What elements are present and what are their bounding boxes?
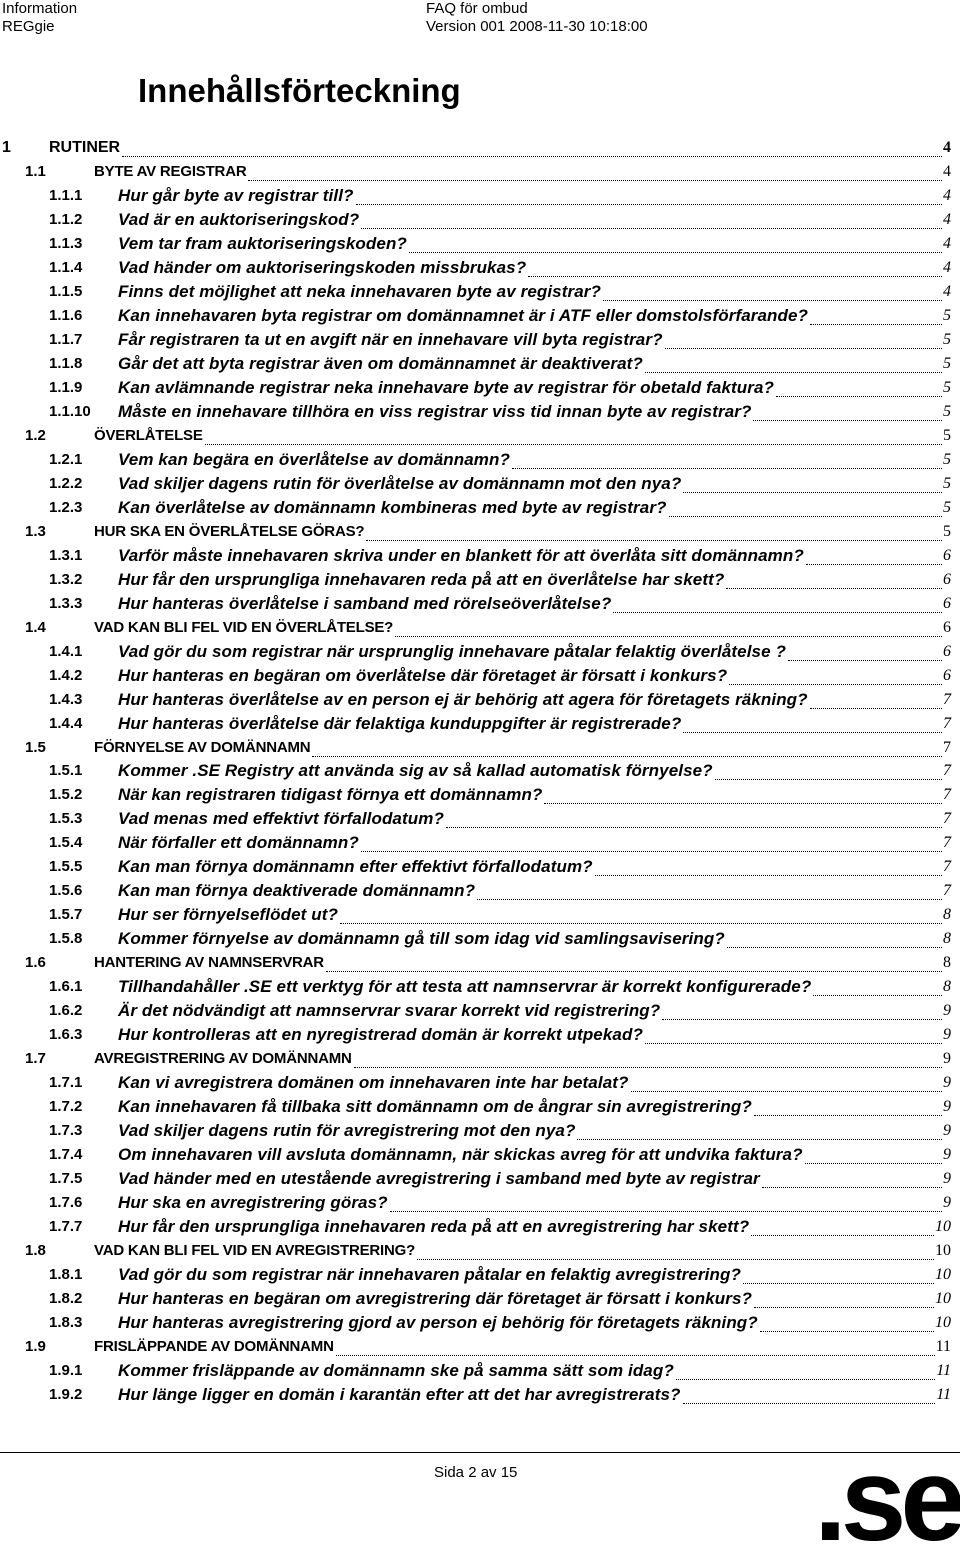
toc-entry-leader xyxy=(528,260,942,277)
toc-entry-leader xyxy=(326,955,942,972)
toc-entry-leader xyxy=(312,740,942,757)
toc-entry[interactable] xyxy=(0,1168,960,1190)
toc-entry-title: Hur får den ursprungliga innehavaren reda på att en överlåtelse har skett? xyxy=(118,569,725,589)
toc-entry-leader xyxy=(354,1051,942,1068)
toc-entry-title: Tillhandahåller .SE ett verktyg för att testa att namnservrar är korrekt konfigurerade? xyxy=(118,977,812,997)
toc-entry-number: 1.1 xyxy=(25,162,46,180)
toc-entry-leader xyxy=(754,1099,942,1116)
toc-entry-number: 1.1.9 xyxy=(49,378,83,396)
toc-entry-page: 5 xyxy=(943,354,951,372)
toc-entry-page: 11 xyxy=(936,1361,951,1379)
toc-entry-title: Hur kontrolleras att en nyregistrerad domän är korrekt utpekad? xyxy=(118,1025,643,1045)
toc-entry-number: 1.3.2 xyxy=(49,570,83,588)
toc-entry-leader xyxy=(603,284,942,301)
toc-entry-title: Kan innehavaren byta registrar om domännamnet är i ATF eller domstolsförfarande? xyxy=(118,305,809,325)
toc-entry-number: 1.1.1 xyxy=(49,186,83,204)
toc-entry-title: Vem kan begära en överlåtelse av domännamn? xyxy=(118,449,510,469)
toc-entry-page: 10 xyxy=(935,1314,951,1332)
toc-entry-leader xyxy=(356,188,942,205)
toc-entry-leader xyxy=(409,236,942,253)
toc-entry-leader xyxy=(361,212,942,229)
toc-entry-title: HUR SKA EN ÖVERLÅTELSE GÖRAS? xyxy=(94,522,365,540)
toc-entry-number: 1.1.3 xyxy=(49,234,83,252)
toc-entry-page: 6 xyxy=(943,618,951,636)
toc-entry-leader xyxy=(645,356,942,373)
toc-entry-number: 1.4.2 xyxy=(49,666,83,684)
toc-entry-page: 6 xyxy=(943,666,951,684)
toc-entry-title: Hur länge ligger en domän i karantän efter att det har avregistrerats? xyxy=(118,1384,681,1404)
toc-entry-leader xyxy=(762,1171,942,1188)
toc-entry-page: 4 xyxy=(943,210,951,228)
toc-entry[interactable] xyxy=(0,1216,960,1238)
toc-entry-leader xyxy=(726,572,942,589)
header-document-title: FAQ för ombud xyxy=(426,0,528,17)
toc-entry-number: 1.2.3 xyxy=(49,498,83,516)
toc-entry-number: 1.1.10 xyxy=(49,402,91,420)
header-department: Information xyxy=(2,0,78,17)
toc-entry-number: 1.5.5 xyxy=(49,858,83,876)
toc-entry-title: Hur hanteras överlåtelse där felaktiga kunduppgifter är registrerade? xyxy=(118,713,682,733)
se-logo-text: .se xyxy=(813,1440,960,1545)
toc-entry[interactable] xyxy=(0,689,960,711)
toc-entry-title: Kommer .SE Registry att använda sig av så kallad automatisk förnyelse? xyxy=(118,761,713,781)
toc-entry-leader xyxy=(366,524,942,541)
toc-entry-leader xyxy=(665,332,942,349)
toc-entry-title: VAD KAN BLI FEL VID EN ÖVERLÅTELSE? xyxy=(94,618,394,636)
toc-entry-number: 1.7.7 xyxy=(49,1218,83,1236)
toc-entry-number: 1.7.6 xyxy=(49,1194,83,1212)
toc-entry-page: 7 xyxy=(943,714,951,732)
toc-entry-leader xyxy=(669,500,942,517)
toc-entry-leader xyxy=(715,763,942,780)
toc-entry-number: 1.5 xyxy=(25,738,46,756)
toc-entry-title: Hur hanteras överlåtelse i samband med rörelseöverlåtelse? xyxy=(118,593,612,613)
toc-entry-title: Måste en innehavare tillhöra en viss registrar viss tid innan byte av registrar? xyxy=(118,401,752,421)
toc-entry-number: 1.4.3 xyxy=(49,690,83,708)
toc-entry-title: När kan registraren tidigast förnya ett domännamn? xyxy=(118,785,543,805)
toc-entry-title: Går det att byta registrar även om domännamnet är deaktiverat? xyxy=(118,353,643,373)
toc-entry-title: BYTE AV REGISTRAR xyxy=(94,162,247,180)
toc-entry[interactable] xyxy=(0,1192,960,1214)
toc-entry-number: 1.1.4 xyxy=(49,258,83,276)
toc-entry-number: 1.5.3 xyxy=(49,810,83,828)
toc-entry[interactable] xyxy=(0,1144,960,1166)
toc-entry-number: 1.1.6 xyxy=(49,306,83,324)
toc-entry-number: 1.1.2 xyxy=(49,210,83,228)
toc-entry[interactable] xyxy=(0,233,960,255)
toc-entry-number: 1.6 xyxy=(25,954,46,972)
toc-entry-page: 5 xyxy=(943,306,951,324)
toc-entry-page: 7 xyxy=(943,882,951,900)
toc-entry[interactable] xyxy=(0,784,960,806)
toc-entry-number: 1.8.3 xyxy=(49,1314,83,1332)
toc-entry-page: 5 xyxy=(943,426,951,444)
toc-entry-number: 1.2.2 xyxy=(49,474,83,492)
toc-entry-title: Får registraren ta ut en avgift när en innehavare vill byta registrar? xyxy=(118,329,663,349)
toc-entry[interactable] xyxy=(0,1312,960,1334)
toc-entry-page: 9 xyxy=(943,1002,951,1020)
toc-entry-leader xyxy=(683,476,942,493)
toc-entry-leader xyxy=(754,1291,934,1308)
toc-entry-leader xyxy=(613,596,942,613)
toc-entry-page: 5 xyxy=(943,474,951,492)
toc-entry[interactable] xyxy=(0,665,960,687)
toc-entry[interactable] xyxy=(0,1120,960,1142)
toc-entry[interactable] xyxy=(0,832,960,854)
toc-entry[interactable] xyxy=(0,569,960,591)
toc-entry-title: Varför måste innehavaren skriva under en blankett för att överlåta sitt domännamn? xyxy=(118,545,804,565)
toc-entry-leader xyxy=(806,548,942,565)
toc-entry[interactable] xyxy=(0,808,960,830)
toc-entry[interactable] xyxy=(0,737,960,759)
toc-entry-number: 1.7.2 xyxy=(49,1098,83,1116)
toc-entry-number: 1.1.7 xyxy=(49,330,83,348)
toc-entry[interactable] xyxy=(0,1048,960,1070)
toc-entry[interactable] xyxy=(0,329,960,351)
toc-entry-page: 5 xyxy=(943,378,951,396)
page-header xyxy=(0,0,960,44)
toc-entry-leader xyxy=(544,787,942,804)
toc-entry[interactable] xyxy=(0,305,960,327)
toc-entry[interactable] xyxy=(0,880,960,902)
toc-entry-page: 8 xyxy=(943,930,951,948)
page-number: Sida 2 av 15 xyxy=(434,1464,518,1481)
toc-entry-page: 6 xyxy=(943,642,951,660)
toc-entry-leader xyxy=(753,404,942,421)
toc-entry[interactable] xyxy=(0,1240,960,1262)
toc-entry-page: 4 xyxy=(943,162,951,180)
toc-entry-page: 9 xyxy=(943,1026,951,1044)
toc-entry-page: 7 xyxy=(943,810,951,828)
toc-entry-leader xyxy=(810,692,942,709)
toc-entry-page: 9 xyxy=(943,1194,951,1212)
toc-entry-number: 1.2 xyxy=(25,426,46,444)
toc-entry-title: Hur går byte av registrar till? xyxy=(118,185,354,205)
toc-entry-number: 1.9.2 xyxy=(49,1385,83,1403)
toc-entry-number: 1.5.7 xyxy=(49,906,83,924)
toc-entry-page: 7 xyxy=(943,834,951,852)
toc-entry-number: 1.7.5 xyxy=(49,1170,83,1188)
toc-entry[interactable] xyxy=(0,1360,960,1382)
toc-entry-leader xyxy=(645,1027,942,1044)
toc-entry[interactable] xyxy=(0,1336,960,1358)
toc-entry[interactable] xyxy=(0,161,960,183)
toc-entry[interactable] xyxy=(0,473,960,495)
toc-entry-leader xyxy=(662,1003,942,1020)
toc-entry-number: 1.7.4 xyxy=(49,1146,83,1164)
toc-entry-number: 1.7 xyxy=(25,1050,46,1068)
toc-entry-leader xyxy=(417,1243,934,1260)
toc-entry-title: RUTINER xyxy=(49,139,121,156)
toc-entry[interactable] xyxy=(0,760,960,782)
toc-entry-page: 11 xyxy=(935,1338,951,1355)
toc-entry-page: 4 xyxy=(943,186,951,204)
toc-entry-title: Vad skiljer dagens rutin för överlåtelse av domännamn mot den nya? xyxy=(118,473,682,493)
toc-entry[interactable] xyxy=(0,1288,960,1310)
toc-entry-title: Kan avlämnande registrar neka innehavare byte av registrar för obetald faktura? xyxy=(118,377,775,397)
toc-entry-leader xyxy=(205,428,942,445)
toc-entry[interactable] xyxy=(0,401,960,423)
toc-entry-page: 9 xyxy=(943,1098,951,1116)
toc-entry[interactable] xyxy=(0,209,960,231)
toc-entry[interactable] xyxy=(0,617,960,639)
toc-entry-page: 10 xyxy=(935,1290,951,1308)
toc-entry-number: 1.2.1 xyxy=(49,450,83,468)
toc-entry-number: 1.5.8 xyxy=(49,930,83,948)
toc-entry-leader xyxy=(340,907,942,924)
toc-entry-leader xyxy=(395,620,942,637)
toc-entry[interactable] xyxy=(0,952,960,974)
toc-entry-page: 4 xyxy=(943,282,951,300)
toc-entry-title: ÖVERLÅTELSE xyxy=(94,426,203,444)
toc-entry[interactable] xyxy=(0,904,960,926)
toc-entry[interactable] xyxy=(0,1384,960,1406)
toc-entry-title: Vad menas med effektivt förfallodatum? xyxy=(118,809,444,829)
toc-entry[interactable] xyxy=(0,497,960,519)
toc-entry-title: Kan vi avregistrera domänen om innehavaren inte har betalat? xyxy=(118,1073,629,1093)
toc-entry-number: 1.3.3 xyxy=(49,594,83,612)
toc-entry-number: 1.7.1 xyxy=(49,1074,83,1092)
toc-entry-page: 7 xyxy=(943,786,951,804)
toc-entry-leader xyxy=(390,1195,942,1212)
toc-entry-leader xyxy=(743,1267,934,1284)
toc-entry-title: FÖRNYELSE AV DOMÄNNAMN xyxy=(94,738,311,756)
toc-entry-title: Vad gör du som registrar när innehavaren påtalar en felaktig avregistrering? xyxy=(118,1265,741,1285)
toc-entry-title: Kommer frisläppande av domännamn ske på samma sätt som idag? xyxy=(118,1360,674,1380)
toc-entry-number: 1.5.2 xyxy=(49,786,83,804)
toc-entry-leader xyxy=(810,308,942,325)
toc-entry-number: 1.1.5 xyxy=(49,282,83,300)
toc-entry[interactable] xyxy=(0,856,960,878)
toc-entry-page: 6 xyxy=(943,594,951,612)
toc-entry-title: Kan man förnya domännamn efter effektivt förfallodatum? xyxy=(118,857,593,877)
toc-entry-title: AVREGISTRERING AV DOMÄNNAMN xyxy=(94,1050,352,1068)
toc-entry[interactable] xyxy=(0,928,960,950)
toc-entry-number: 1.1.8 xyxy=(49,354,83,372)
toc-entry-number: 1.3 xyxy=(25,522,46,540)
toc-entry-title: Vem tar fram auktoriseringskoden? xyxy=(118,233,407,253)
toc-entry-number: 1.5.1 xyxy=(49,762,83,780)
toc-entry-page: 8 xyxy=(943,954,951,972)
toc-entry-page: 7 xyxy=(943,858,951,876)
toc-entry-number: 1.8.2 xyxy=(49,1290,83,1308)
toc-entry[interactable] xyxy=(0,1072,960,1094)
toc-entry-number: 1.4.1 xyxy=(49,642,83,660)
toc-entry[interactable] xyxy=(0,545,960,567)
toc-entry-title: Hur hanteras en begäran om överlåtelse där företaget är försatt i konkurs? xyxy=(118,665,728,685)
toc-entry-page: 9 xyxy=(943,1074,951,1092)
toc-entry-page: 5 xyxy=(943,522,951,540)
toc-entry-page: 7 xyxy=(943,690,951,708)
toc-entry-leader xyxy=(813,979,942,996)
toc-entry-title: Vad händer om auktoriseringskoden missbrukas? xyxy=(118,257,527,277)
toc-entry-title: Finns det möjlighet att neka innehavaren byte av registrar? xyxy=(118,281,601,301)
toc-entry-leader xyxy=(577,1123,942,1140)
toc-entry-page: 5 xyxy=(943,498,951,516)
toc-entry-title: Vad skiljer dagens rutin för avregistrering mot den nya? xyxy=(118,1121,576,1141)
toc-entry-title: Hur hanteras överlåtelse av en person ej är behörig att agera för företagets räkning? xyxy=(118,689,808,709)
toc-entry-page: 10 xyxy=(935,1242,951,1260)
toc-entry-title: Kan innehavaren få tillbaka sitt domännamn om de ångrar sin avregistrering? xyxy=(118,1097,752,1117)
toc-entry-page: 7 xyxy=(943,738,951,756)
header-version: Version 001 2008-11-30 10:18:00 xyxy=(426,18,648,35)
toc-entry-leader xyxy=(248,164,942,181)
toc-entry-title: VAD KAN BLI FEL VID EN AVREGISTRERING? xyxy=(94,1242,416,1260)
toc-entry-title: Hur ska en avregistrering göras? xyxy=(118,1193,388,1213)
toc-entry-page: 9 xyxy=(943,1170,951,1188)
toc-entry-page: 10 xyxy=(935,1218,951,1236)
toc-entry-leader xyxy=(776,380,942,397)
toc-entry-page: 8 xyxy=(943,978,951,996)
toc-entry-leader xyxy=(512,452,942,469)
toc-entry-title: När förfaller ett domännamn? xyxy=(118,833,359,853)
toc-entry-title: Hur ser förnyelseflödet ut? xyxy=(118,905,338,925)
toc-entry-page: 5 xyxy=(943,402,951,420)
toc-entry-leader xyxy=(683,1387,936,1404)
header-project: REGgie xyxy=(2,18,55,35)
toc-entry-title: Om innehavaren vill avsluta domännamn, när skickas avreg för att undvika faktura? xyxy=(118,1145,803,1165)
toc-entry-page: 11 xyxy=(936,1385,951,1403)
toc-entry[interactable] xyxy=(0,521,960,543)
toc-entry-page: 9 xyxy=(943,1050,951,1068)
toc-entry-title: Hur får den ursprungliga innehavaren reda på att en avregistrering har skett? xyxy=(118,1217,750,1237)
toc-entry[interactable] xyxy=(0,593,960,615)
toc-entry-number: 1.6.3 xyxy=(49,1026,83,1044)
toc-entry-page: 5 xyxy=(943,330,951,348)
toc-entry-number: 1.8.1 xyxy=(49,1266,83,1284)
toc-entry-number: 1.6.1 xyxy=(49,978,83,996)
toc-entry[interactable] xyxy=(0,425,960,447)
toc-entry-leader xyxy=(805,1147,942,1164)
toc-entry-number: 1 xyxy=(2,139,11,156)
toc-entry-number: 1.3.1 xyxy=(49,546,83,564)
toc-entry-page: 8 xyxy=(943,906,951,924)
toc-entry-page: 7 xyxy=(943,762,951,780)
toc-entry[interactable] xyxy=(0,641,960,663)
toc-entry-title: Vad är en auktoriseringskod? xyxy=(118,209,360,229)
toc-entry-leader xyxy=(336,1339,935,1356)
toc-entry[interactable] xyxy=(0,1264,960,1286)
toc-entry[interactable] xyxy=(0,377,960,399)
toc-entry[interactable] xyxy=(0,1000,960,1022)
toc-entry-number: 1.8 xyxy=(25,1242,46,1260)
toc-entry[interactable] xyxy=(0,449,960,471)
toc-entry-page: 10 xyxy=(935,1266,951,1284)
toc-entry-title: Hur hanteras avregistrering gjord av person ej behörig för företagets räkning? xyxy=(118,1313,758,1333)
page-title: Innehållsförteckning xyxy=(138,72,461,109)
toc-entry-page: 4 xyxy=(943,258,951,276)
toc-entry-title: Kommer förnyelse av domännamn gå till som idag vid samlingsavisering? xyxy=(118,929,725,949)
toc-entry-number: 1.6.2 xyxy=(49,1002,83,1020)
toc-entry-title: Är det nödvändigt att namnservrar svarar korrekt vid registrering? xyxy=(118,1001,661,1021)
toc-entry-leader xyxy=(788,644,942,661)
toc-entry-leader xyxy=(122,140,942,157)
toc-entry-number: 1.9 xyxy=(25,1338,46,1355)
toc-entry[interactable] xyxy=(0,137,960,159)
toc-entry-number: 1.7.3 xyxy=(49,1122,83,1140)
toc-entry-title: HANTERING AV NAMNSERVRAR xyxy=(94,954,324,972)
toc-entry-leader xyxy=(595,859,942,876)
se-logo xyxy=(806,1440,960,1545)
toc-entry-number: 1.4 xyxy=(25,618,46,636)
toc-entry-page: 6 xyxy=(943,546,951,564)
toc-entry-page: 9 xyxy=(943,1146,951,1164)
toc-entry-title: Vad gör du som registrar när ursprunglig innehavare påtalar felaktig överlåtelse ? xyxy=(118,641,786,661)
toc-entry-number: 1.9.1 xyxy=(49,1361,83,1379)
toc-entry-leader xyxy=(446,811,942,828)
toc-entry-leader xyxy=(477,883,942,900)
toc-entry[interactable] xyxy=(0,1096,960,1118)
toc-entry-leader xyxy=(727,931,942,948)
toc-entry-title: Kan man förnya deaktiverade domännamn? xyxy=(118,881,476,901)
toc-entry[interactable] xyxy=(0,713,960,735)
toc-entry[interactable] xyxy=(0,185,960,207)
toc-entry-leader xyxy=(760,1315,934,1332)
toc-entry-leader xyxy=(729,668,942,685)
toc-entry-leader xyxy=(361,835,942,852)
toc-entry-page: 4 xyxy=(943,234,951,252)
toc-entry[interactable] xyxy=(0,257,960,279)
toc-entry-leader xyxy=(683,716,942,733)
toc-entry[interactable] xyxy=(0,1024,960,1046)
toc-entry-page: 4 xyxy=(943,139,951,156)
toc-entry-page: 9 xyxy=(943,1122,951,1140)
toc-entry-number: 1.5.6 xyxy=(49,882,83,900)
toc-entry-title: Kan överlåtelse av domännamn kombineras med byte av registrar? xyxy=(118,497,667,517)
toc-entry-number: 1.4.4 xyxy=(49,714,83,732)
toc-entry-number: 1.5.4 xyxy=(49,834,83,852)
toc-entry-leader xyxy=(676,1363,935,1380)
toc-entry-leader xyxy=(751,1219,934,1236)
toc-entry-title: Hur hanteras en begäran om avregistrering där företaget är försatt i konkurs? xyxy=(118,1289,753,1309)
toc-entry-title: FRISLÄPPANDE AV DOMÄNNAMN xyxy=(94,1338,334,1355)
toc-entry-title: Vad händer med en utestående avregistrering i samband med byte av registrar xyxy=(118,1169,760,1189)
toc-entry-page: 5 xyxy=(943,450,951,468)
toc-entry-leader xyxy=(631,1075,943,1092)
toc-entry-page: 6 xyxy=(943,570,951,588)
toc-entry[interactable] xyxy=(0,281,960,303)
toc-entry[interactable] xyxy=(0,353,960,375)
toc-entry[interactable] xyxy=(0,976,960,998)
